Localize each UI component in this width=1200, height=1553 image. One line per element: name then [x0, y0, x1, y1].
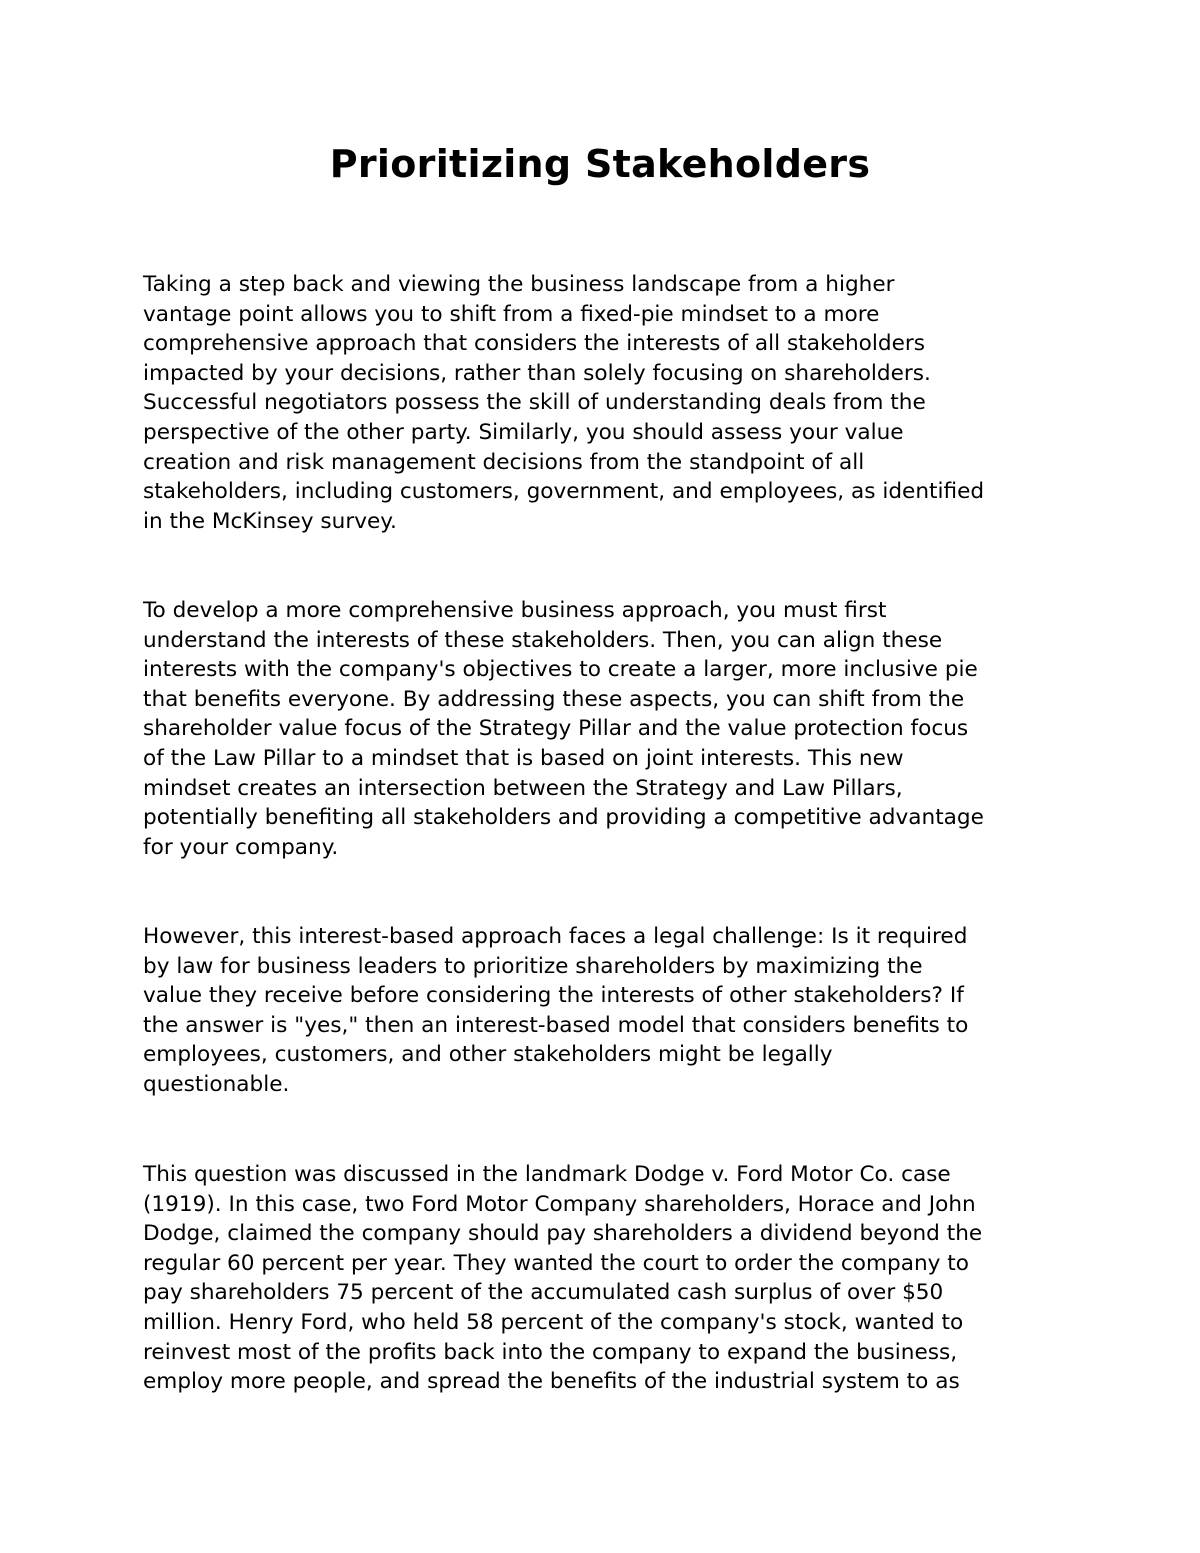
paragraph-line: pay shareholders 75 percent of the accumulated cash surplus of over $50	[143, 1280, 944, 1306]
paragraph-line: million. Henry Ford, who held 58 percent of the company's stock, wanted to	[143, 1309, 964, 1335]
paragraph-line: This question was discussed in the landmark Dodge v. Ford Motor Co. case	[143, 1162, 951, 1187]
paragraph-line: (1919). In this case, two Ford Motor Company shareholders, Horace and John	[143, 1191, 976, 1217]
paragraph-line: value they receive before considering the interests of other stakeholders? If	[143, 983, 964, 1009]
paragraph-line: in the McKinsey survey.	[143, 508, 397, 534]
paragraph-line: potentially benefiting all stakeholders and providing a competitive advantage	[143, 805, 984, 831]
paragraph-line: shareholder value focus of the Strategy Pillar and the value protection focus	[143, 716, 969, 742]
paragraph-line: that benefits everyone. By addressing these aspects, you can shift from the	[143, 686, 965, 712]
paragraph-line: impacted by your decisions, rather than solely focusing on shareholders.	[143, 360, 931, 386]
document-title: Prioritizing Stakeholders	[329, 142, 871, 186]
paragraph-line: regular 60 percent per year. They wanted the court to order the company to	[143, 1250, 969, 1276]
paragraph-line: stakeholders, including customers, government, and employees, as identified	[143, 479, 985, 505]
paragraph-line: the answer is "yes," then an interest-based model that considers benefits to	[143, 1012, 969, 1038]
paragraph-line: employees, customers, and other stakeholders might be legally	[143, 1042, 833, 1068]
paragraph-line: understand the interests of these stakeholders. Then, you can align these	[143, 627, 943, 653]
paragraph-line: employ more people, and spread the benefits of the industrial system to as	[143, 1369, 960, 1395]
paragraph-line: by law for business leaders to prioritize shareholders by maximizing the	[143, 953, 923, 979]
paragraph-line: Dodge, claimed the company should pay shareholders a dividend beyond the	[143, 1221, 983, 1247]
paragraph-line: perspective of the other party. Similarly, you should assess your value	[143, 419, 904, 445]
paragraph-line: Taking a step back and viewing the business landscape from a higher	[143, 272, 895, 297]
paragraph-1	[143, 270, 1073, 536]
paragraph-line: However, this interest-based approach faces a legal challenge: Is it required	[143, 924, 968, 949]
paragraph-3	[143, 922, 1073, 1100]
paragraph-2	[143, 596, 1073, 862]
paragraph-line: Successful negotiators possess the skill of understanding deals from the	[143, 390, 926, 416]
paragraph-line: mindset creates an intersection between the Strategy and Law Pillars,	[143, 775, 903, 801]
paragraph-line: reinvest most of the profits back into the company to expand the business,	[143, 1339, 958, 1365]
paragraph-line: interests with the company's objectives to create a larger, more inclusive pie	[143, 657, 978, 683]
paragraph-line: creation and risk management decisions from the standpoint of all	[143, 449, 865, 475]
paragraph-line: for your company.	[143, 834, 339, 860]
paragraph-4	[143, 1160, 1073, 1397]
paragraph-line: of the Law Pillar to a mindset that is based on joint interests. This new	[143, 745, 904, 771]
paragraph-line: comprehensive approach that considers the interests of all stakeholders	[143, 331, 926, 357]
paragraph-line: vantage point allows you to shift from a fixed-pie mindset to a more	[143, 301, 880, 327]
paragraph-line: questionable.	[143, 1071, 290, 1097]
paragraph-line: To develop a more comprehensive business approach, you must first	[143, 598, 887, 623]
